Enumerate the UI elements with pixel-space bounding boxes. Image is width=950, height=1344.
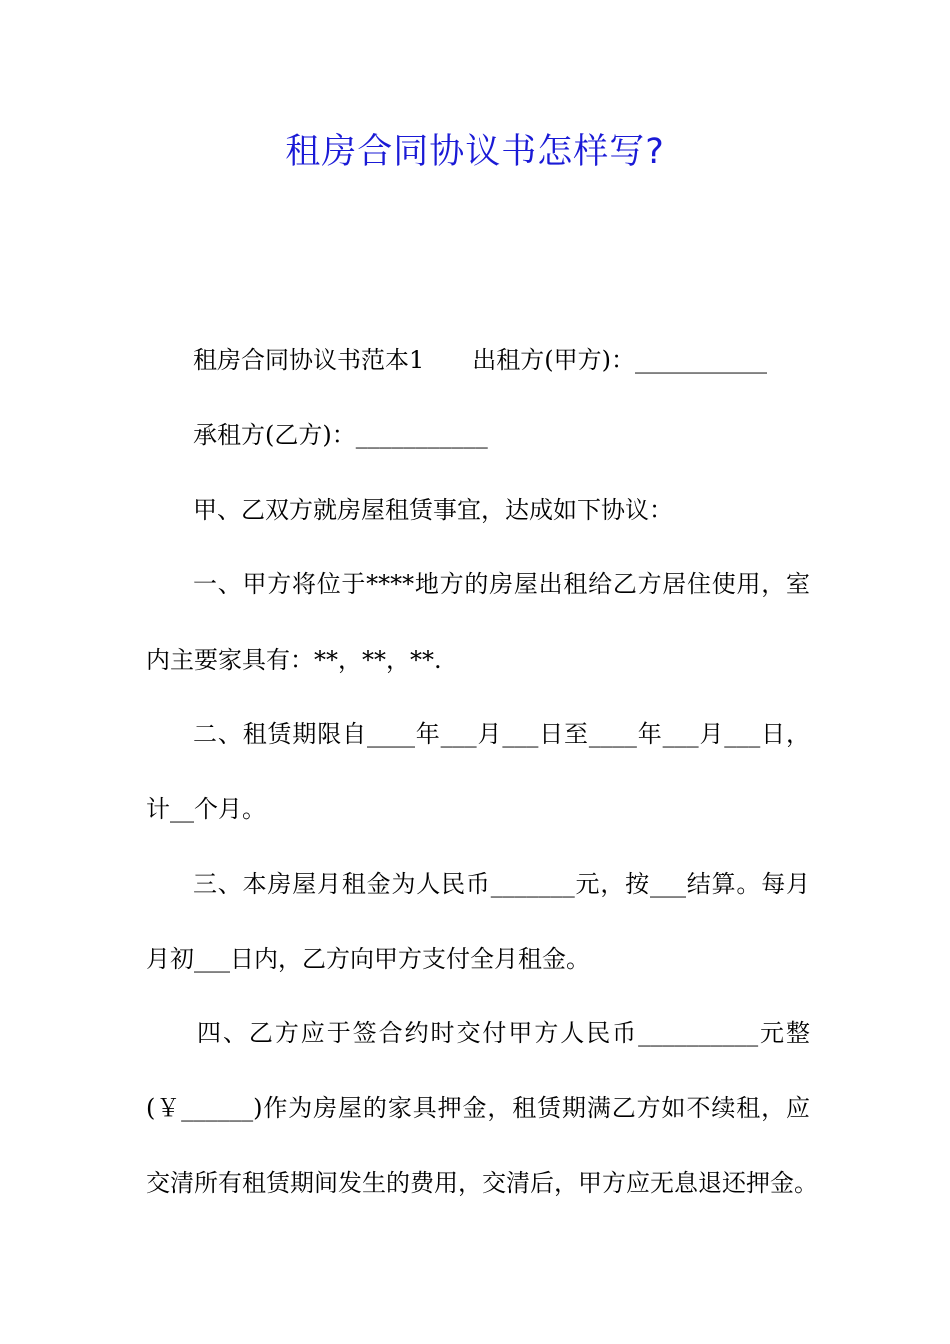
clause-3-line-2: 月初___日内，乙方向甲方支付全月租金。 [146,945,590,973]
clause-4-line-2: (￥______)作为房屋的家具押金，租赁期满乙方如不续租，应 [146,1094,810,1122]
clause-2-line-1: 二、租赁期限自____年___月___日至____年___月___日， [193,720,810,748]
clause-2-line-2: 计__个月。 [146,795,266,823]
lessor-field: 出租方(甲方)：___________ [472,346,768,374]
clause-1-line-2: 内主要家具有：**，**，**. [146,646,442,674]
lessee-line: 承租方(乙方)：___________ [193,421,488,449]
clause-3-line-1: 三、本房屋月租金为人民币_______元，按___结算。每月 [193,870,810,898]
parties-line-lessor [193,342,810,378]
clause-4-line-1: 四、乙方应于签合约时交付甲方人民币__________元整 [197,1019,810,1047]
template-label: 租房合同协议书范本1 [193,346,425,374]
clause-4-line-3: 交清所有租赁期间发生的费用，交清后，甲方应无息退还押金。 [146,1169,818,1197]
clause-1-line-1: 一、甲方将位于****地方的房屋出租给乙方居住使用，室 [193,570,810,598]
document-title: 租房合同协议书怎样写? [285,132,665,172]
agreement-intro: 甲、乙双方就房屋租赁事宜，达成如下协议： [193,496,673,524]
